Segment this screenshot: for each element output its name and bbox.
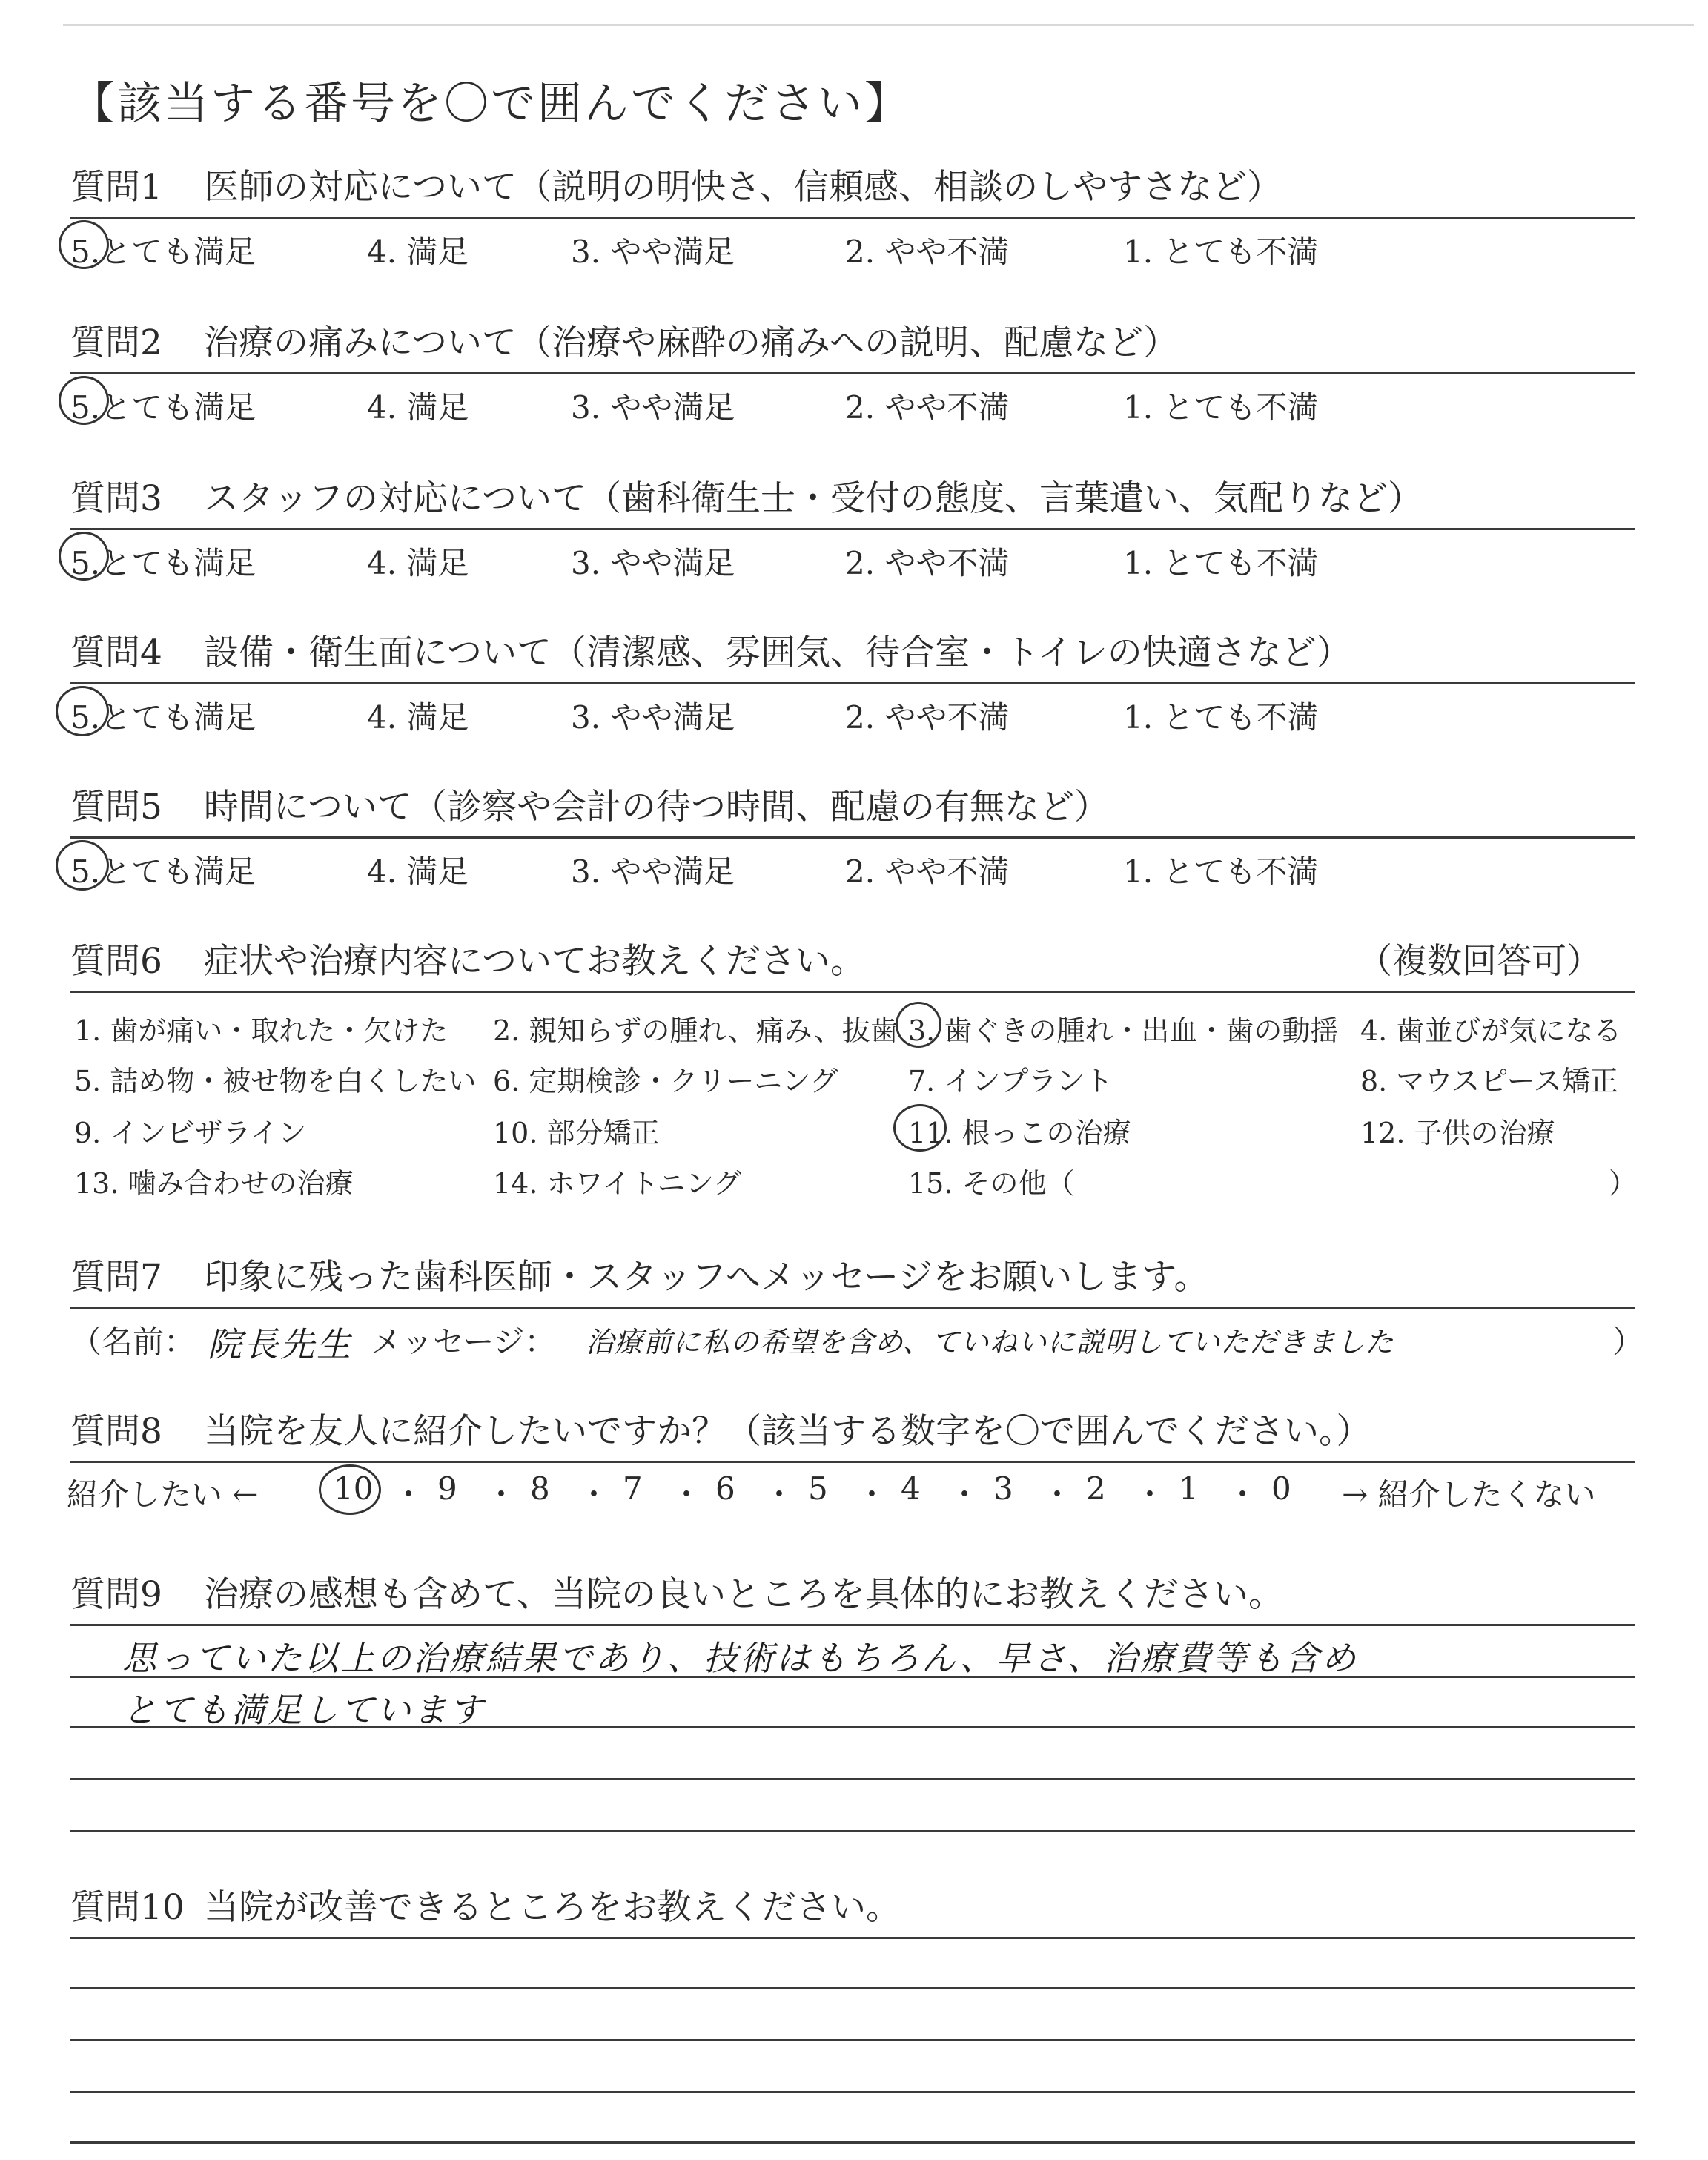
question-5 [70,783,1635,890]
question-text: 当院を友人に紹介したいですか？（該当する数字を〇で囲んでください。） [204,1411,1371,1452]
question-number: 質問7 [70,1257,162,1298]
question-number: 質問3 [70,478,162,519]
symptom-option[interactable]: 10. 部分矯正 [493,1117,660,1149]
symptom-option[interactable]: 4. 歯並びが気になる [1360,1014,1622,1047]
option-1[interactable]: 1. とても不満 [1123,545,1319,581]
name-value[interactable]: 院長先生 [208,1324,353,1364]
symptom-option[interactable]: 14. ホワイトニング [493,1167,742,1200]
question-text: スタッフの対応について（歯科衛生士・受付の態度、言葉遣い、気配りなど） [204,478,1423,519]
question-text: 設備・衛生面について（清潔感、雰囲気、待合室・トイレの快適さなど） [204,633,1351,673]
option-4[interactable]: 4. 満足 [367,853,469,890]
writing-line [70,1778,1635,1780]
message-value[interactable]: 治療前に私の希望を含め、ていねいに説明していただきました [586,1326,1394,1358]
writing-line [70,2091,1635,2093]
option-5[interactable]: 5.とても満足 [70,545,256,581]
question-number: 質問5 [70,787,162,828]
message-line [70,1309,1644,1364]
question-number: 質問9 [70,1574,162,1615]
question-1 [70,163,1635,270]
option-4[interactable]: 4. 満足 [367,545,469,581]
question-3 [70,475,1635,581]
scale-dot: ・ [486,1476,517,1513]
writing-line [70,2141,1635,2144]
question-heading [70,163,1635,212]
scale-dot: ・ [671,1476,703,1513]
question-number: 質問2 [70,323,162,363]
multiple-answer-note: （複数回答可） [1357,941,1601,982]
symptom-option[interactable]: 7. インプラント [908,1065,1113,1097]
option-2[interactable]: 2. やや不満 [845,234,1010,270]
question-text: 医師の対応について（説明の明快さ、信頼感、相談のしやすさなど） [204,167,1282,208]
scale-value[interactable]: 4 [901,1470,921,1507]
writing-line [70,1987,1635,1989]
option-5[interactable]: 5.とても満足 [70,234,256,270]
scale-dot: ・ [393,1476,425,1513]
scale-right-label: → 紹介したくない [1342,1476,1596,1513]
scale-value[interactable]: 7 [623,1470,643,1507]
symptom-option-close: ） [1609,1167,1638,1200]
symptom-option[interactable]: 8. マウスピース矯正 [1360,1065,1618,1097]
question-text: 印象に残った歯科医師・スタッフへメッセージをお願いします。 [204,1257,1209,1298]
question-heading [70,319,1635,368]
symptom-option[interactable]: 11. 根っこの治療 [908,1117,1131,1149]
option-3[interactable]: 3. やや満足 [571,545,735,581]
writing-line [70,1937,1635,1939]
symptom-options [70,993,1638,1208]
symptom-option[interactable]: 15. その他（ [908,1167,1075,1200]
question-10 [70,1883,1635,1932]
scale-value[interactable]: 2 [1086,1470,1106,1507]
question-number: 質問10 [70,1887,185,1928]
scale-value[interactable]: 9 [437,1470,457,1507]
question-heading [70,1571,1635,1619]
rating-options [70,374,1635,426]
scale-dot: ・ [1042,1476,1073,1513]
symptom-option[interactable]: 2. 親知らずの腫れ、痛み、抜歯 [493,1014,898,1047]
writing-line [70,2039,1635,2041]
symptom-option[interactable]: 6. 定期検診・クリーニング [493,1065,838,1097]
question-heading [70,1407,1635,1456]
question-9 [70,1571,1635,1626]
question-4 [70,629,1635,736]
scale-value[interactable]: 5 [808,1470,828,1507]
message-label: メッセージ： [371,1324,556,1360]
question-number: 質問6 [70,941,162,982]
answer-line[interactable]: とても満足しています [122,1690,486,1730]
question-heading [70,937,1635,986]
scale-left-label: 紹介したい ← [67,1476,259,1513]
scale-value[interactable]: 10 [334,1470,374,1507]
writing-line [70,1830,1635,1832]
symptom-option[interactable]: 1. 歯が痛い・取れた・欠けた [74,1014,448,1047]
option-4[interactable]: 4. 満足 [367,389,469,426]
question-heading [70,1883,1635,1932]
rating-options [70,219,1635,270]
scale-dot: ・ [764,1476,795,1513]
scale-value[interactable]: 8 [530,1470,550,1507]
message-close: ） [1612,1324,1644,1360]
name-label: （名前： [70,1324,196,1360]
option-5[interactable]: 5.とても満足 [70,389,256,426]
option-2[interactable]: 2. やや不満 [845,545,1010,581]
option-4[interactable]: 4. 満足 [367,699,469,736]
scale-dot: ・ [949,1476,981,1513]
symptom-option[interactable]: 13. 噛み合わせの治療 [74,1167,354,1200]
question-text: 治療の感想も含めて、当院の良いところを具体的にお教えください。 [204,1574,1284,1615]
option-1[interactable]: 1. とても不満 [1123,389,1319,426]
scale-value[interactable]: 1 [1179,1470,1199,1507]
option-2[interactable]: 2. やや不満 [845,853,1010,890]
scale-value[interactable]: 3 [993,1470,1013,1507]
symptom-option[interactable]: 3. 歯ぐきの腫れ・出血・歯の動揺 [908,1014,1339,1047]
option-5[interactable]: 5.とても満足 [70,853,256,890]
rating-options [70,684,1635,736]
symptom-option[interactable]: 12. 子供の治療 [1360,1117,1555,1149]
option-3[interactable]: 3. やや満足 [571,853,735,890]
option-2[interactable]: 2. やや不満 [845,389,1010,426]
question-heading [70,783,1635,832]
top-rule [63,24,1694,26]
option-2[interactable]: 2. やや不満 [845,699,1010,736]
question-7 [70,1253,1644,1364]
question-2 [70,319,1635,426]
option-3[interactable]: 3. やや満足 [571,699,735,736]
option-1[interactable]: 1. とても不満 [1123,699,1319,736]
recommend-scale [67,1463,1635,1515]
scale-value[interactable]: 6 [715,1470,735,1507]
scale-dot: ・ [578,1476,610,1513]
option-1[interactable]: 1. とても不満 [1123,234,1319,270]
question-heading [70,475,1635,524]
symptom-option[interactable]: 5. 詰め物・被せ物を白くしたい [74,1065,477,1097]
question-heading [70,629,1635,678]
rating-options [70,839,1635,890]
question-number: 質問8 [70,1411,162,1452]
question-text: 当院が改善できるところをお教えください。 [204,1887,901,1928]
option-5[interactable]: 5.とても満足 [70,699,256,736]
rating-options [70,530,1635,581]
rule [70,1624,1635,1626]
symptom-option[interactable]: 9. インビザライン [74,1117,307,1149]
question-8 [67,1407,1635,1515]
option-1[interactable]: 1. とても不満 [1123,853,1319,890]
scale-value[interactable]: 0 [1271,1470,1291,1507]
question-heading [70,1253,1635,1302]
option-3[interactable]: 3. やや満足 [571,234,735,270]
scale-dot: ・ [856,1476,888,1513]
scale-dot: ・ [1227,1476,1259,1513]
answer-line[interactable]: 思っていた以上の治療結果であり、技術はもちろん、早さ、治療費等も含め [122,1638,1358,1678]
question-number: 質問4 [70,633,162,673]
question-number: 質問1 [70,167,162,208]
scale-dot: ・ [1134,1476,1166,1513]
question-text: 時間について（診察や会計の待つ時間、配慮の有無など） [204,787,1110,828]
page-title: 【該当する番号を〇で囲んでください】 [70,78,911,130]
option-4[interactable]: 4. 満足 [367,234,469,270]
question-text: 症状や治療内容についてお教えください。 [204,941,866,982]
question-6 [70,937,1638,1208]
question-text: 治療の痛みについて（治療や麻酔の痛みへの説明、配慮など） [204,323,1179,363]
option-3[interactable]: 3. やや満足 [571,389,735,426]
